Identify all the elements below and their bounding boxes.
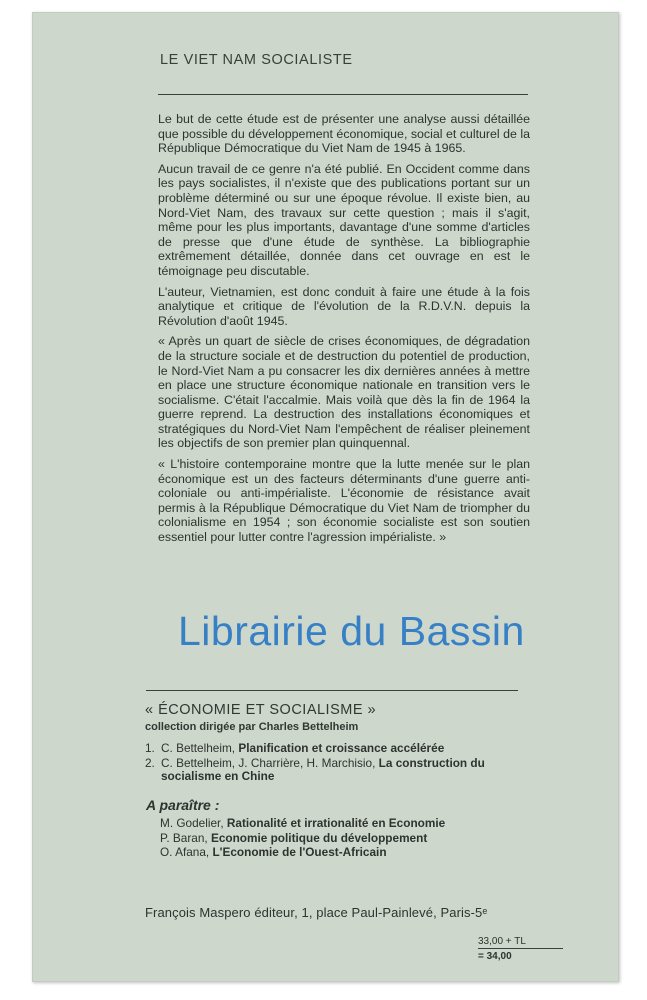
item-author: O. Afana,: [160, 845, 210, 860]
list-item: [145, 757, 525, 784]
list-item: [160, 817, 525, 831]
paragraph: L'auteur, Vietnamien, est donc conduit à faire une étude à la fois analytique et critique de l'évolution de la R.D.V.N. depuis la Révolution d'août 1945.: [158, 284, 530, 328]
item-title: Economie politique du développement: [210, 830, 428, 845]
collection-rule: [146, 690, 518, 691]
forthcoming-list: [160, 817, 525, 861]
item-number: 2.: [145, 755, 155, 770]
description-text: [158, 112, 530, 551]
paragraph: « L'histoire contemporaine montre que la lutte menée sur le plan économique est un des facteurs déterminants d'une guerre anti-coloniale ou anti-impérialiste. L'économie de résistance avait permis à la République Démocratique du Viet Nam de triompher du colonialisme en 1954 ; son économie socialiste est son soutien essentiel pour lutter contre l'agression impérialiste. »: [158, 457, 530, 545]
forthcoming-label: A paraître :: [146, 797, 220, 813]
paragraph: « Après un quart de siècle de crises économiques, de dégradation de la structure sociale et de destruction du potentiel de production, le Nord-Viet Nam a pu consacrer les dix dernières années à mettre en place une structure économique nationale en transition vers le socialisme. C'était l'accalmie. Mais voilà que dès la fin de 1964 la guerre reprend. La destruction des installations économiques et stratégiques du Nord-Viet Nam l'empêchent de réaliser pleinement les objectifs de son premier plan quinquennal.: [158, 334, 530, 451]
published-list: [145, 742, 525, 785]
paragraph: Aucun travail de ce genre n'a été publié. En Occident comme dans les pays socialistes, il n'existe que des publications portant sur un problème déterminé ou sur une époque révolue. Il existe bien, au Nord-Viet Nam, des travaux sur cette question ; mais il s'agit, même pour les plus importants, davantage d'une somme d'articles de presse que d'une étude de synthèse. La bibliographie extrêmement détaillée, donnée dans cet ouvrage en est le témoignage peu discutable.: [158, 161, 530, 278]
list-item: [160, 832, 525, 846]
item-title: Rationalité et irrationalité en Economie: [226, 816, 446, 830]
price-total: = 34,00: [478, 951, 512, 962]
publisher-line: François Maspero éditeur, 1, place Paul-Painlevé, Paris-5ᵉ: [145, 905, 488, 920]
list-item: [160, 846, 525, 860]
series-title: LE VIET NAM SOCIALISTE: [160, 52, 353, 68]
list-item: [145, 742, 525, 756]
collection-subtitle: collection dirigée par Charles Bettelheim: [145, 721, 359, 733]
item-title: La construction du socialisme en Chine: [161, 755, 485, 784]
item-author: P. Baran,: [160, 830, 208, 845]
watermark: Librairie du Bassin: [178, 608, 525, 654]
item-number: 1.: [145, 741, 155, 755]
collection-title: « ÉCONOMIE ET SOCIALISME »: [145, 702, 377, 718]
item-title: Planification et croissance accélérée: [238, 741, 445, 755]
item-author: M. Godelier,: [160, 816, 224, 830]
item-author: C. Bettelheim,: [161, 741, 236, 755]
item-title: L'Economie de l'Ouest-Africain: [212, 845, 387, 860]
title-rule: [158, 94, 528, 95]
paragraph: Le but de cette étude est de présenter une analyse aussi détaillée que possible du développement économique, social et culturel de la République Démocratique du Viet Nam de 1945 à 1965.: [158, 112, 530, 156]
item-author: C. Bettelheim, J. Charrière, H. Marchisio,: [161, 755, 376, 770]
price-line: 33,00 + TL: [478, 936, 563, 949]
